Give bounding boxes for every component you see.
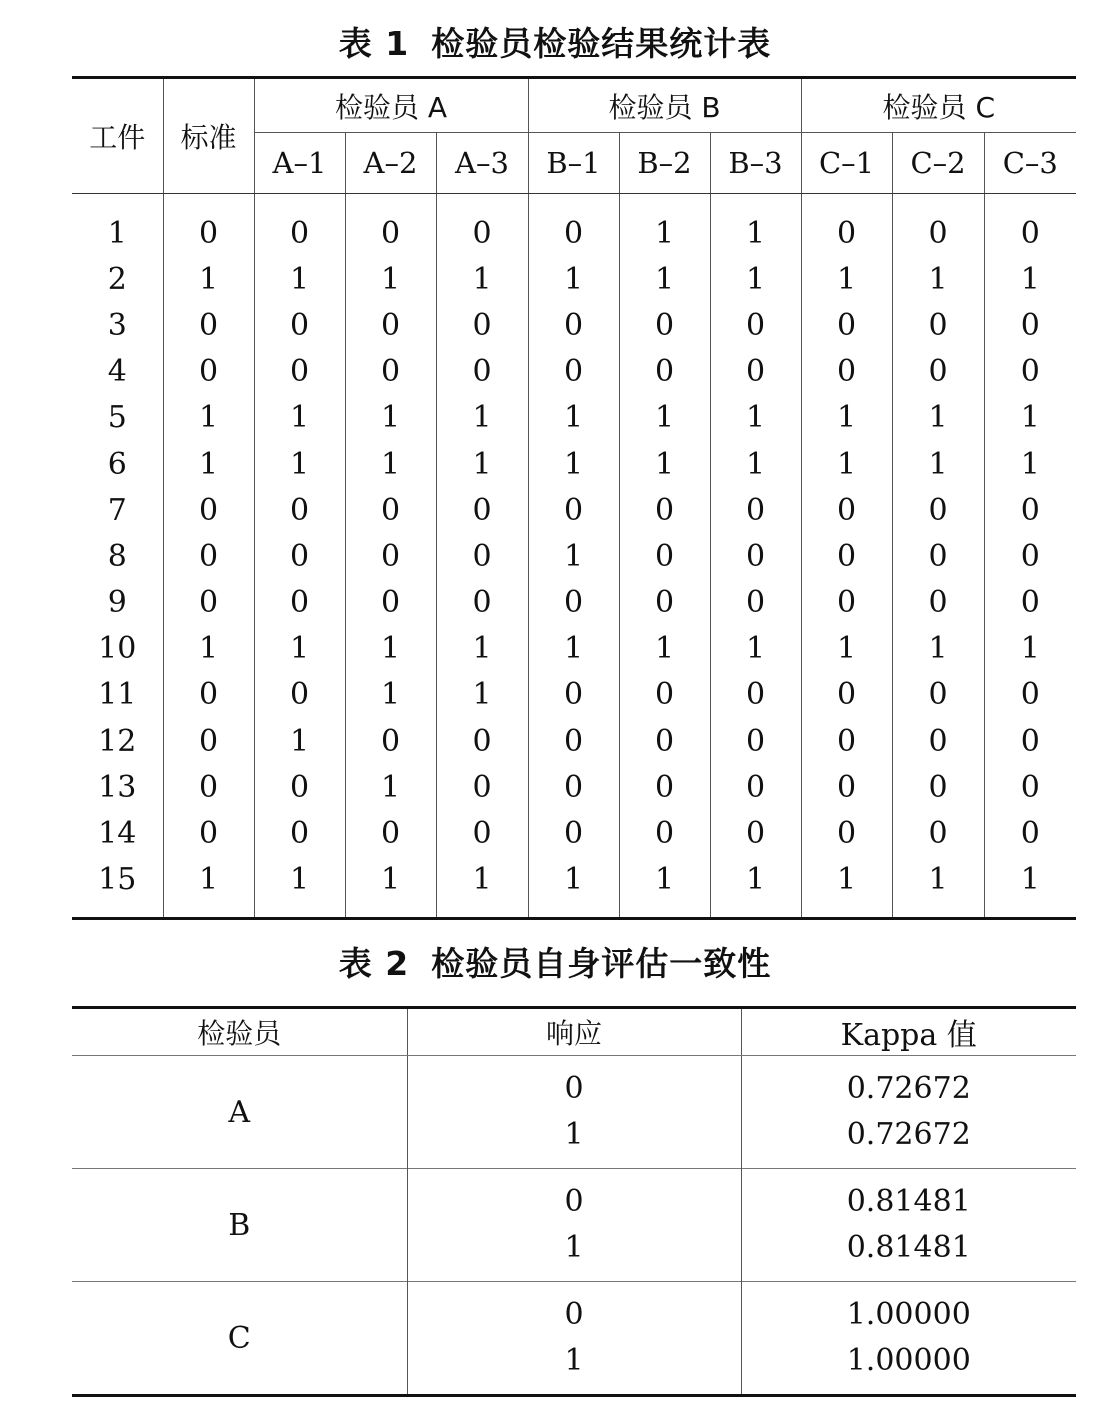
part-number-cell: 5 [72, 395, 163, 441]
result-cell: 0 [254, 349, 345, 395]
table2-caption-number: 表 2 [338, 944, 410, 983]
table-row [72, 302, 1076, 348]
standard-cell: 0 [163, 764, 254, 810]
result-cell: 0 [254, 533, 345, 579]
result-cell: 0 [345, 580, 436, 626]
result-cell: 1 [1020, 261, 1040, 297]
result-cell: 0 [254, 810, 345, 856]
result-cell: 0 [619, 764, 710, 810]
result-cell: 0 [801, 194, 892, 257]
result-cell: 0 [1020, 723, 1040, 759]
standard-cell: 0 [163, 487, 254, 533]
result-cell: 1 [528, 395, 619, 441]
result-cell: 0 [528, 810, 619, 856]
result-cell: 1 [436, 857, 528, 919]
inspector-group-row [72, 1056, 1076, 1169]
result-cell: 0 [528, 349, 619, 395]
part-number-cell: 7 [72, 487, 163, 533]
result-cell: 0 [436, 194, 528, 257]
result-cell: 1 [801, 256, 892, 302]
result-cell: 0 [1020, 354, 1040, 390]
result-cell: 1 [254, 857, 345, 919]
result-cell: 1 [436, 395, 528, 441]
result-cell: 0 [619, 810, 710, 856]
table-row [72, 349, 1076, 395]
standard-cell: 0 [163, 580, 254, 626]
table-row [72, 441, 1076, 487]
result-cell: 0 [345, 718, 436, 764]
result-cell: 1 [710, 395, 801, 441]
result-cell: 1 [619, 194, 710, 257]
result-cell: 0 [619, 672, 710, 718]
kappa-value: 0.72672 [846, 1071, 971, 1106]
result-cell: 0 [528, 764, 619, 810]
kappa-value: 0.81481 [846, 1184, 971, 1219]
result-cell: 1 [254, 395, 345, 441]
result-cell: 0 [1020, 585, 1040, 621]
result-cell: 0 [436, 302, 528, 348]
response-cell [407, 1056, 741, 1169]
header-trial: B–2 [619, 133, 710, 194]
result-cell: 1 [892, 441, 984, 487]
standard-cell: 0 [163, 672, 254, 718]
result-cell: 1 [801, 857, 892, 919]
result-cell: 1 [436, 626, 528, 672]
part-number-cell: 2 [72, 256, 163, 302]
result-cell: 1 [345, 672, 436, 718]
table-row [72, 810, 1076, 856]
result-cell: 1 [801, 441, 892, 487]
result-cell: 0 [892, 718, 984, 764]
result-cell: 1 [254, 718, 345, 764]
result-cell: 0 [1020, 492, 1040, 528]
result-cell: 1 [528, 533, 619, 579]
result-cell: 0 [892, 672, 984, 718]
result-cell: 0 [619, 487, 710, 533]
result-cell: 0 [528, 580, 619, 626]
part-number-cell: 14 [72, 810, 163, 856]
standard-cell: 1 [163, 395, 254, 441]
table-row [72, 626, 1076, 672]
result-cell: 1 [619, 395, 710, 441]
result-cell: 1 [528, 857, 619, 919]
table1-body [72, 194, 1076, 919]
header-trial: A–2 [345, 133, 436, 194]
response-value: 0 [564, 1071, 584, 1106]
result-cell: 1 [1020, 631, 1040, 667]
result-cell: 0 [801, 810, 892, 856]
header-trial: B–1 [528, 133, 619, 194]
inspection-results-table [72, 76, 1076, 920]
header-trial: A–1 [254, 133, 345, 194]
result-cell: 1 [710, 857, 801, 919]
result-cell: 0 [254, 194, 345, 257]
result-cell: 0 [436, 764, 528, 810]
part-number-cell: 9 [72, 580, 163, 626]
result-cell: 0 [892, 302, 984, 348]
standard-cell: 1 [163, 626, 254, 672]
standard-cell: 1 [163, 256, 254, 302]
result-cell: 0 [528, 487, 619, 533]
result-cell: 0 [710, 349, 801, 395]
header-inspector-a: 检验员 A [254, 78, 528, 133]
result-cell: 0 [801, 764, 892, 810]
inspector-cell: C [72, 1282, 407, 1396]
result-cell: 1 [345, 441, 436, 487]
result-cell: 0 [254, 487, 345, 533]
inspector-group-row [72, 1282, 1076, 1396]
kappa-value: 0.81481 [846, 1230, 971, 1265]
result-cell: 0 [892, 194, 984, 257]
result-cell: 1 [1020, 446, 1040, 482]
result-cell: 0 [436, 487, 528, 533]
result-cell: 1 [619, 626, 710, 672]
result-cell: 0 [254, 672, 345, 718]
standard-cell: 0 [163, 302, 254, 348]
result-cell: 0 [801, 672, 892, 718]
result-cell: 0 [436, 580, 528, 626]
result-cell: 1 [528, 256, 619, 302]
result-cell: 0 [1020, 677, 1040, 713]
result-cell: 0 [1020, 215, 1040, 251]
standard-cell: 0 [163, 533, 254, 579]
standard-cell: 0 [163, 194, 254, 257]
standard-cell: 0 [163, 349, 254, 395]
result-cell: 0 [436, 810, 528, 856]
header-standard: 标准 [163, 78, 254, 194]
header-trial: B–3 [710, 133, 801, 194]
result-cell: 0 [801, 533, 892, 579]
table-row [72, 487, 1076, 533]
result-cell: 1 [710, 194, 801, 257]
result-cell: 0 [345, 349, 436, 395]
response-value: 0 [564, 1297, 584, 1332]
result-cell: 0 [1020, 538, 1040, 574]
part-number-cell: 15 [72, 857, 163, 919]
result-cell: 0 [801, 580, 892, 626]
table-row [72, 672, 1076, 718]
result-cell: 1 [710, 256, 801, 302]
kappa-cell [741, 1282, 1076, 1396]
result-cell: 1 [254, 441, 345, 487]
result-cell: 0 [528, 718, 619, 764]
header-trial: C–3 [984, 133, 1076, 194]
inspector-group-row [72, 1169, 1076, 1282]
standard-cell: 0 [163, 718, 254, 764]
part-number-cell: 6 [72, 441, 163, 487]
header-part: 工件 [72, 78, 163, 194]
result-cell: 0 [436, 349, 528, 395]
table2-body [72, 1056, 1076, 1396]
result-cell: 1 [619, 441, 710, 487]
response-value: 1 [564, 1230, 584, 1265]
result-cell: 1 [254, 256, 345, 302]
response-value: 1 [564, 1117, 584, 1152]
table2-caption [0, 942, 1110, 986]
result-cell: 1 [710, 626, 801, 672]
table-row [72, 580, 1076, 626]
result-cell: 1 [345, 256, 436, 302]
result-cell: 0 [710, 533, 801, 579]
result-cell: 0 [892, 810, 984, 856]
result-cell: 1 [710, 441, 801, 487]
part-number-cell: 11 [72, 672, 163, 718]
header-trial: C–2 [892, 133, 984, 194]
result-cell: 0 [710, 487, 801, 533]
result-cell: 1 [801, 626, 892, 672]
result-cell: 1 [801, 395, 892, 441]
inspector-cell: A [72, 1056, 407, 1169]
standard-cell: 1 [163, 441, 254, 487]
standard-cell: 1 [163, 857, 254, 919]
result-cell: 1 [528, 441, 619, 487]
result-cell: 0 [619, 718, 710, 764]
result-cell: 1 [528, 626, 619, 672]
table-row [72, 256, 1076, 302]
result-cell: 0 [619, 302, 710, 348]
result-cell: 1 [1020, 862, 1040, 898]
result-cell: 0 [254, 764, 345, 810]
result-cell: 0 [892, 533, 984, 579]
header-response: 响应 [407, 1008, 741, 1056]
part-number-cell: 12 [72, 718, 163, 764]
kappa-value: 0.72672 [846, 1117, 971, 1152]
part-number-cell: 8 [72, 533, 163, 579]
result-cell: 0 [1020, 769, 1040, 805]
result-cell: 1 [436, 441, 528, 487]
response-value: 0 [564, 1184, 584, 1219]
result-cell: 0 [710, 302, 801, 348]
kappa-value: 1.00000 [846, 1297, 971, 1332]
result-cell: 0 [801, 302, 892, 348]
result-cell: 0 [254, 302, 345, 348]
result-cell: 1 [892, 256, 984, 302]
result-cell: 0 [345, 194, 436, 257]
result-cell: 0 [345, 302, 436, 348]
inspector-cell: B [72, 1169, 407, 1282]
result-cell: 1 [254, 626, 345, 672]
table-row [72, 395, 1076, 441]
standard-cell: 0 [163, 810, 254, 856]
result-cell: 0 [1020, 307, 1040, 343]
table1-caption-text: 检验员检验结果统计表 [431, 24, 772, 63]
result-cell: 0 [710, 580, 801, 626]
response-value: 1 [564, 1343, 584, 1378]
result-cell: 0 [801, 487, 892, 533]
result-cell: 0 [710, 764, 801, 810]
response-cell [407, 1282, 741, 1396]
result-cell: 1 [345, 857, 436, 919]
result-cell: 0 [710, 718, 801, 764]
kappa-value: 1.00000 [846, 1343, 971, 1378]
result-cell: 0 [710, 672, 801, 718]
response-cell [407, 1169, 741, 1282]
part-number-cell: 13 [72, 764, 163, 810]
result-cell: 0 [528, 672, 619, 718]
header-trial: A–3 [436, 133, 528, 194]
result-cell: 0 [528, 302, 619, 348]
part-number-cell: 10 [72, 626, 163, 672]
result-cell: 1 [619, 857, 710, 919]
table1-caption-number: 表 1 [338, 24, 410, 63]
result-cell: 0 [801, 349, 892, 395]
header-inspector: 检验员 [72, 1008, 407, 1056]
header-kappa: Kappa 值 [741, 1008, 1076, 1056]
kappa-agreement-table [72, 1006, 1076, 1397]
result-cell: 0 [254, 580, 345, 626]
kappa-cell [741, 1169, 1076, 1282]
result-cell: 0 [436, 533, 528, 579]
result-cell: 0 [892, 487, 984, 533]
result-cell: 0 [892, 764, 984, 810]
result-cell: 0 [619, 349, 710, 395]
result-cell: 0 [892, 349, 984, 395]
result-cell: 0 [1020, 816, 1040, 852]
result-cell: 0 [710, 810, 801, 856]
table-row [72, 194, 1076, 257]
result-cell: 0 [345, 810, 436, 856]
result-cell: 0 [801, 718, 892, 764]
part-number-cell: 1 [72, 194, 163, 257]
result-cell: 0 [619, 533, 710, 579]
header-inspector-c: 检验员 C [801, 78, 1076, 133]
table1-caption [0, 22, 1110, 66]
result-cell: 0 [892, 580, 984, 626]
result-cell: 1 [345, 764, 436, 810]
result-cell: 1 [345, 626, 436, 672]
table-row [72, 533, 1076, 579]
table2-caption-text: 检验员自身评估一致性 [431, 944, 772, 983]
kappa-cell [741, 1056, 1076, 1169]
table-row [72, 718, 1076, 764]
result-cell: 0 [436, 718, 528, 764]
result-cell: 1 [345, 395, 436, 441]
table-row [72, 857, 1076, 919]
result-cell: 0 [345, 533, 436, 579]
table-row [72, 764, 1076, 810]
result-cell: 1 [892, 857, 984, 919]
part-number-cell: 3 [72, 302, 163, 348]
result-cell: 0 [345, 487, 436, 533]
result-cell: 0 [619, 580, 710, 626]
result-cell: 1 [436, 672, 528, 718]
part-number-cell: 4 [72, 349, 163, 395]
result-cell: 1 [619, 256, 710, 302]
result-cell: 1 [1020, 400, 1040, 436]
result-cell: 1 [892, 395, 984, 441]
header-inspector-b: 检验员 B [528, 78, 801, 133]
result-cell: 1 [436, 256, 528, 302]
result-cell: 1 [892, 626, 984, 672]
result-cell: 0 [528, 194, 619, 257]
header-trial: C–1 [801, 133, 892, 194]
